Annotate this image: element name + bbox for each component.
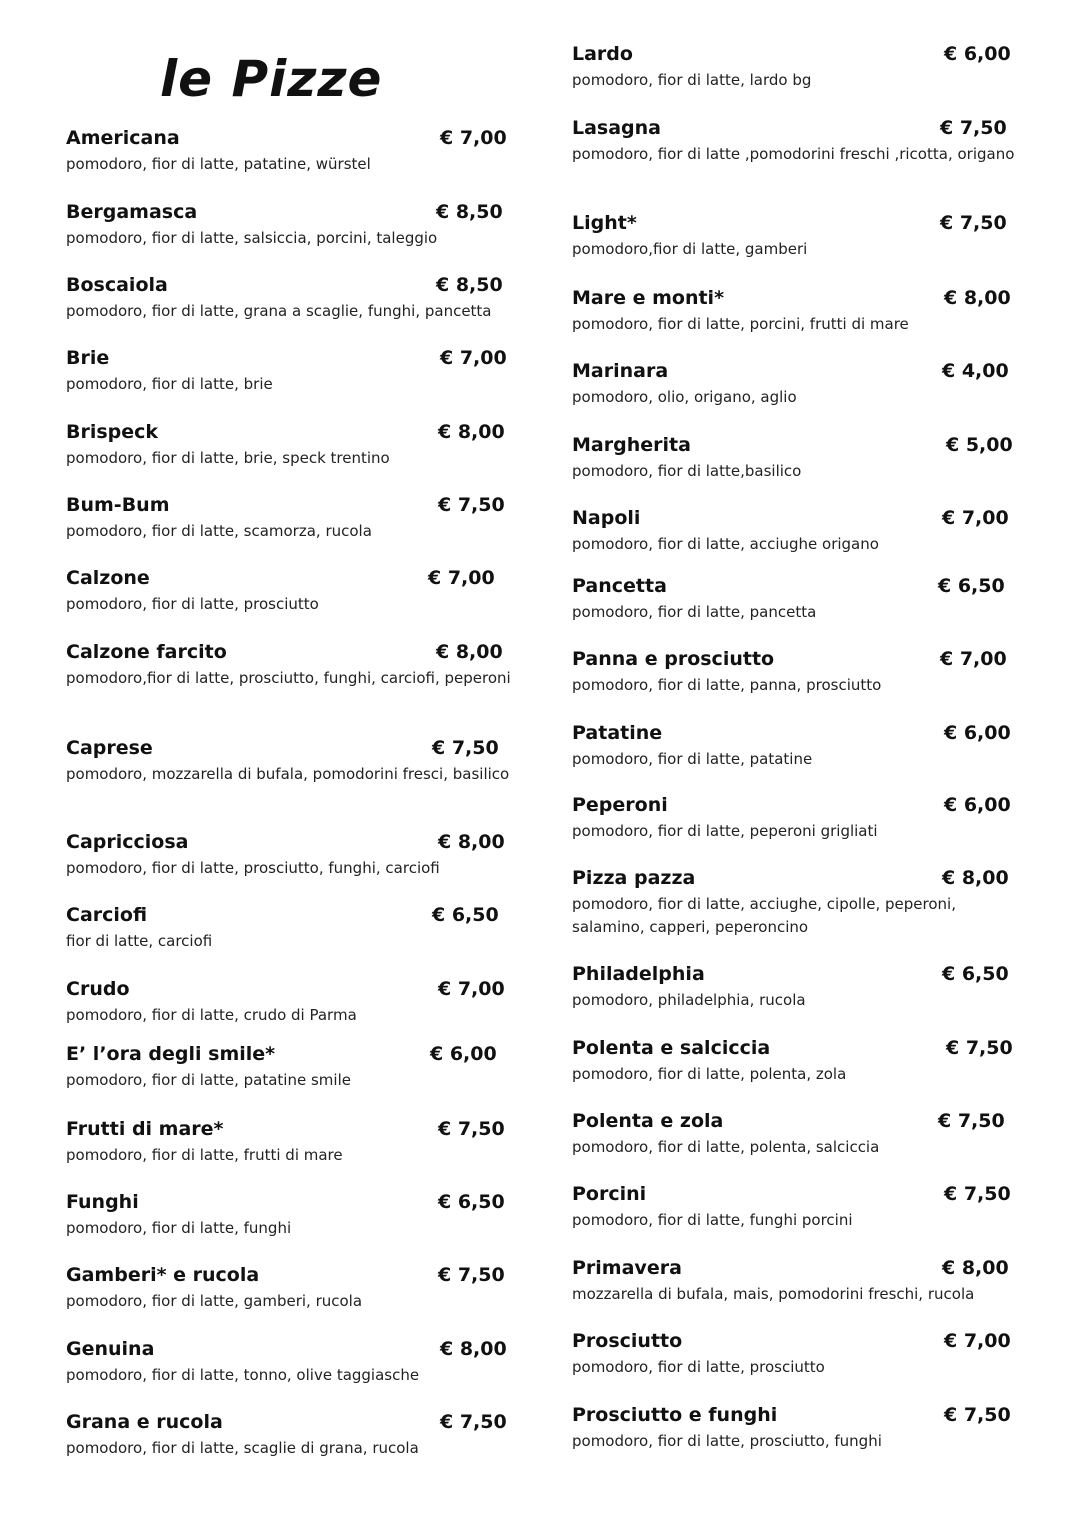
pizza-ingredients: pomodoro, fior di latte, brie, speck trentino (66, 449, 390, 467)
pizza-ingredients: pomodoro, fior di latte, polenta, zola (572, 1065, 847, 1083)
pizza-price: € 7,50 (440, 1411, 507, 1433)
menu-item-header (66, 1118, 516, 1144)
menu-item-header (572, 575, 1022, 601)
menu-item (66, 1338, 516, 1387)
pizza-price: € 6,00 (944, 43, 1011, 65)
pizza-ingredients: pomodoro, fior di latte, scaglie di grana, rucola (66, 1439, 419, 1457)
menu-item (572, 794, 1022, 843)
pizza-ingredients: pomodoro, fior di latte, lardo bg (572, 71, 812, 89)
pizza-ingredients: pomodoro, fior di latte, acciughe, cipolle, peperoni, salamino, capperi, peperoncino (572, 895, 956, 936)
menu-item (572, 117, 1022, 166)
pizza-price: € 7,50 (944, 1183, 1011, 1205)
pizza-price: € 8,00 (440, 1338, 507, 1360)
pizza-name: Mare e monti* (572, 287, 725, 309)
pizza-name: Philadelphia (572, 963, 705, 985)
pizza-ingredients: pomodoro, fior di latte, porcini, frutti di mare (572, 315, 909, 333)
menu-item (572, 212, 1022, 261)
menu-item-header (572, 287, 1022, 313)
menu-item-header (572, 1404, 1022, 1430)
pizza-price: € 7,50 (946, 1037, 1013, 1059)
menu-item (66, 567, 516, 616)
pizza-name: Frutti di mare* (66, 1118, 224, 1140)
pizza-name: Marinara (572, 360, 669, 382)
pizza-name: Pizza pazza (572, 867, 696, 889)
pizza-name: Bum-Bum (66, 494, 170, 516)
pizza-name: Bergamasca (66, 201, 198, 223)
pizza-ingredients: pomodoro,fior di latte, prosciutto, funghi, carciofi, peperoni (66, 669, 511, 687)
menu-item (572, 575, 1022, 624)
pizza-name: Napoli (572, 507, 641, 529)
menu-item (66, 1043, 516, 1092)
pizza-price: € 7,00 (440, 347, 507, 369)
pizza-ingredients: pomodoro,fior di latte, gamberi (572, 240, 808, 258)
pizza-price: € 7,00 (440, 127, 507, 149)
pizza-price: € 6,50 (432, 904, 499, 926)
page-title: le Pizze (160, 50, 383, 108)
pizza-name: Crudo (66, 978, 130, 1000)
menu-item-header (572, 212, 1022, 238)
pizza-ingredients: pomodoro, fior di latte, tonno, olive taggiasche (66, 1366, 420, 1384)
pizza-ingredients: pomodoro, fior di latte, patatine, würstel (66, 155, 371, 173)
menu-item-header (572, 43, 1022, 69)
pizza-price: € 6,00 (944, 794, 1011, 816)
pizza-name: Americana (66, 127, 180, 149)
menu-item (572, 287, 1022, 336)
menu-item (66, 127, 516, 176)
menu-item (572, 1404, 1022, 1453)
pizza-price: € 8,50 (436, 274, 503, 296)
pizza-price: € 6,00 (944, 722, 1011, 744)
menu-item (66, 737, 516, 786)
pizza-ingredients: pomodoro, olio, origano, aglio (572, 388, 797, 406)
menu-item-header (66, 831, 516, 857)
pizza-price: € 7,00 (942, 507, 1009, 529)
pizza-name: Patatine (572, 722, 663, 744)
menu-item (572, 360, 1022, 409)
pizza-price: € 5,00 (946, 434, 1013, 456)
menu-item (572, 648, 1022, 697)
pizza-ingredients: pomodoro, fior di latte, prosciutto (66, 595, 319, 613)
menu-item-header (572, 722, 1022, 748)
pizza-name: Pancetta (572, 575, 667, 597)
pizza-price: € 6,50 (942, 963, 1009, 985)
pizza-ingredients: pomodoro, fior di latte, salsiccia, porcini, taleggio (66, 229, 438, 247)
pizza-ingredients: pomodoro, fior di latte,basilico (572, 462, 802, 480)
menu-item-header (572, 360, 1022, 386)
menu-item (66, 494, 516, 543)
pizza-price: € 8,00 (942, 867, 1009, 889)
pizza-name: Prosciutto e funghi (572, 1404, 778, 1426)
pizza-ingredients: pomodoro, fior di latte, gamberi, rucola (66, 1292, 363, 1310)
pizza-price: € 7,50 (438, 1118, 505, 1140)
menu-item (572, 434, 1022, 483)
pizza-ingredients: fior di latte, carciofi (66, 932, 213, 950)
menu-item-header (572, 1257, 1022, 1283)
pizza-price: € 7,50 (938, 1110, 1005, 1132)
menu-item (66, 641, 516, 690)
pizza-price: € 7,50 (940, 117, 1007, 139)
pizza-price: € 8,00 (438, 831, 505, 853)
menu-item-header (66, 1338, 516, 1364)
pizza-ingredients: pomodoro, fior di latte, prosciutto (572, 1358, 825, 1376)
menu-item (66, 1411, 516, 1460)
menu-item-header (572, 794, 1022, 820)
pizza-ingredients: pomodoro, fior di latte, patatine smile (66, 1071, 351, 1089)
menu-item (66, 831, 516, 880)
menu-item-header (66, 494, 516, 520)
pizza-name: Primavera (572, 1257, 682, 1279)
menu-item-header (572, 1110, 1022, 1136)
pizza-price: € 7,50 (940, 212, 1007, 234)
menu-item (572, 43, 1022, 92)
pizza-price: € 7,00 (428, 567, 495, 589)
menu-item (572, 722, 1022, 771)
pizza-name: Grana e rucola (66, 1411, 223, 1433)
pizza-price: € 7,50 (432, 737, 499, 759)
pizza-price: € 6,00 (430, 1043, 497, 1065)
menu-item-header (572, 434, 1022, 460)
pizza-name: Porcini (572, 1183, 647, 1205)
pizza-name: Caprese (66, 737, 153, 759)
pizza-name: Calzone farcito (66, 641, 227, 663)
pizza-name: Brie (66, 347, 110, 369)
pizza-price: € 7,00 (940, 648, 1007, 670)
menu-item-header (66, 978, 516, 1004)
menu-item (572, 1110, 1022, 1159)
pizza-price: € 4,00 (942, 360, 1009, 382)
pizza-ingredients: pomodoro, fior di latte, polenta, salciccia (572, 1138, 880, 1156)
pizza-price: € 8,00 (436, 641, 503, 663)
pizza-price: € 7,50 (438, 494, 505, 516)
pizza-name: Polenta e zola (572, 1110, 724, 1132)
pizza-ingredients: pomodoro, fior di latte, brie (66, 375, 273, 393)
menu-item (572, 1183, 1022, 1232)
pizza-ingredients: mozzarella di bufala, mais, pomodorini freschi, rucola (572, 1285, 975, 1303)
pizza-ingredients: pomodoro, fior di latte, pancetta (572, 603, 817, 621)
pizza-name: Light* (572, 212, 637, 234)
pizza-ingredients: pomodoro, fior di latte, peperoni grigliati (572, 822, 878, 840)
menu-item-header (66, 1043, 516, 1069)
menu-item (572, 1037, 1022, 1086)
menu-item-header (572, 1037, 1022, 1063)
pizza-ingredients: pomodoro, fior di latte, grana a scaglie, funghi, pancetta (66, 302, 492, 320)
pizza-name: Lasagna (572, 117, 662, 139)
menu-item (66, 978, 516, 1027)
pizza-price: € 7,50 (944, 1404, 1011, 1426)
menu-item (572, 1330, 1022, 1379)
menu-item-header (66, 127, 516, 153)
menu-item-header (572, 648, 1022, 674)
menu-item-header (66, 1411, 516, 1437)
menu-item-header (66, 1191, 516, 1217)
pizza-name: Margherita (572, 434, 691, 456)
menu-item-header (66, 567, 516, 593)
menu-item-header (66, 421, 516, 447)
menu-item (66, 1118, 516, 1167)
menu-item-header (66, 347, 516, 373)
pizza-name: Panna e prosciutto (572, 648, 775, 670)
pizza-name: Polenta e salciccia (572, 1037, 771, 1059)
menu-item-header (572, 507, 1022, 533)
pizza-price: € 8,00 (942, 1257, 1009, 1279)
menu-item-header (572, 1330, 1022, 1356)
pizza-ingredients: pomodoro, fior di latte, acciughe origano (572, 535, 879, 553)
pizza-price: € 8,00 (438, 421, 505, 443)
pizza-name: Capricciosa (66, 831, 189, 853)
pizza-ingredients: pomodoro, fior di latte, frutti di mare (66, 1146, 343, 1164)
pizza-ingredients: pomodoro, philadelphia, rucola (572, 991, 806, 1009)
menu-item (66, 274, 516, 323)
pizza-name: Lardo (572, 43, 633, 65)
pizza-name: Brispeck (66, 421, 159, 443)
pizza-ingredients: pomodoro, mozzarella di bufala, pomodorini fresci, basilico (66, 765, 510, 783)
menu-item (572, 507, 1022, 556)
menu-item-header (66, 641, 516, 667)
pizza-name: Gamberi* e rucola (66, 1264, 260, 1286)
pizza-ingredients: pomodoro, fior di latte, scamorza, rucola (66, 522, 372, 540)
menu-item-header (66, 737, 516, 763)
pizza-price: € 7,00 (944, 1330, 1011, 1352)
pizza-ingredients: pomodoro, fior di latte, funghi porcini (572, 1211, 853, 1229)
menu-item (66, 201, 516, 250)
pizza-name: Funghi (66, 1191, 139, 1213)
pizza-price: € 7,50 (438, 1264, 505, 1286)
pizza-ingredients: pomodoro, fior di latte, prosciutto, funghi (572, 1432, 882, 1450)
pizza-ingredients: pomodoro, fior di latte, prosciutto, funghi, carciofi (66, 859, 440, 877)
pizza-name: Genuina (66, 1338, 155, 1360)
pizza-ingredients: pomodoro, fior di latte, funghi (66, 1219, 292, 1237)
pizza-name: Boscaiola (66, 274, 168, 296)
menu-item-header (572, 1183, 1022, 1209)
pizza-ingredients: pomodoro, fior di latte, panna, prosciutto (572, 676, 882, 694)
pizza-price: € 7,00 (438, 978, 505, 1000)
menu-item-header (66, 1264, 516, 1290)
pizza-price: € 6,50 (438, 1191, 505, 1213)
menu-item-header (572, 963, 1022, 989)
menu-item-header (572, 117, 1022, 143)
menu-item (66, 347, 516, 396)
menu-item (572, 1257, 1022, 1306)
pizza-ingredients: pomodoro, fior di latte, patatine (572, 750, 813, 768)
menu-item (66, 904, 516, 953)
menu-item-header (66, 274, 516, 300)
pizza-price: € 8,00 (944, 287, 1011, 309)
menu-item-header (66, 904, 516, 930)
pizza-name: Peperoni (572, 794, 668, 816)
menu-item-header (572, 867, 1022, 893)
menu-item (572, 867, 1022, 939)
menu-item (572, 963, 1022, 1012)
menu-item (66, 421, 516, 470)
menu-item (66, 1191, 516, 1240)
pizza-price: € 8,50 (436, 201, 503, 223)
pizza-ingredients: pomodoro, fior di latte, crudo di Parma (66, 1006, 357, 1024)
pizza-price: € 6,50 (938, 575, 1005, 597)
pizza-ingredients: pomodoro, fior di latte ,pomodorini freschi ,ricotta, origano (572, 145, 1015, 163)
pizza-name: Calzone (66, 567, 150, 589)
pizza-name: Carciofi (66, 904, 148, 926)
pizza-name: Prosciutto (572, 1330, 683, 1352)
menu-item (66, 1264, 516, 1313)
pizza-name: E’ l’ora degli smile* (66, 1043, 276, 1065)
menu-item-header (66, 201, 516, 227)
